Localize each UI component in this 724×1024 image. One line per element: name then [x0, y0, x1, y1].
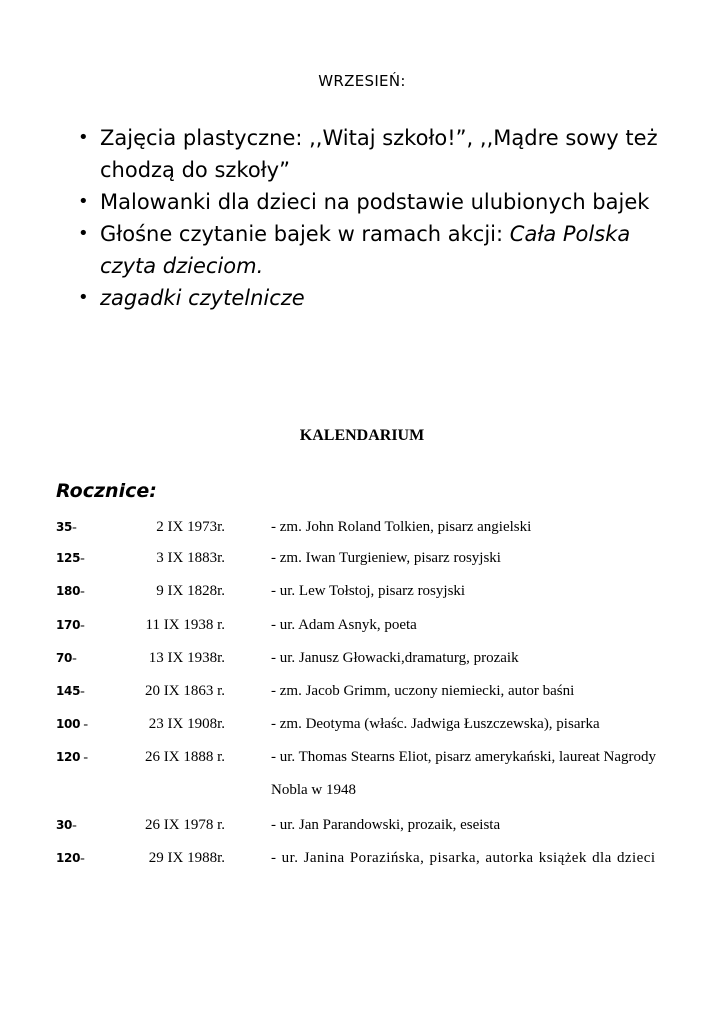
years-value: 120: [56, 750, 81, 764]
table-row: [0, 617, 724, 641]
years-count: [56, 584, 85, 600]
table-row: [0, 583, 724, 607]
calendar-heading: KALENDARIUM: [299, 427, 425, 444]
bullet-icon: •: [78, 287, 89, 308]
years-value: 125: [56, 551, 81, 565]
month-title: WRZESIEŃ:: [318, 72, 406, 90]
years-dash: -: [80, 851, 85, 866]
event-date: 2 IX 1973r.: [156, 519, 225, 535]
event-date: 3 IX 1883r.: [156, 550, 225, 566]
years-value: 180: [56, 584, 81, 598]
event-description: - ur. Thomas Stearns Eliot, pisarz amerykański, laureat Nagrody: [271, 749, 657, 765]
event-description: - ur. Janina Porazińska, pisarka, autorka książek dla dzieci: [271, 850, 656, 866]
anniversaries-heading: Rocznice:: [56, 480, 157, 502]
bullet-icon: •: [78, 191, 89, 212]
table-row: [0, 650, 724, 674]
list-item: [78, 122, 678, 186]
event-date: 13 IX 1938r.: [148, 650, 225, 666]
years-count: [56, 818, 76, 834]
years-dash: -: [80, 584, 85, 599]
event-description: - zm. John Roland Tolkien, pisarz angielski: [271, 519, 532, 535]
event-description: - ur. Jan Parandowski, prozaik, eseista: [271, 817, 501, 833]
activity-text-continued: chodzą do szkoły”: [100, 158, 290, 182]
years-dash: -: [72, 818, 77, 833]
event-date: 26 IX 1888 r.: [145, 749, 225, 765]
years-value: 35: [56, 520, 73, 534]
years-count: [56, 618, 85, 634]
activities-list: [78, 122, 678, 314]
table-row: [0, 817, 724, 841]
list-item: [78, 186, 678, 218]
table-row: [0, 550, 724, 574]
years-dash: -: [80, 717, 88, 732]
years-value: 120: [56, 851, 81, 865]
table-row: [0, 850, 724, 874]
years-dash: -: [80, 618, 85, 633]
event-date: 11 IX 1938 r.: [145, 617, 225, 633]
years-value: 30: [56, 818, 73, 832]
event-date: 29 IX 1988r.: [148, 850, 225, 866]
bullet-icon: •: [78, 223, 89, 244]
years-count: [56, 651, 76, 667]
years-dash: -: [72, 651, 77, 666]
years-value: 170: [56, 618, 81, 632]
activity-text: zagadki czytelnicze: [100, 286, 305, 310]
years-dash: -: [80, 684, 85, 699]
event-description: - zm. Iwan Turgieniew, pisarz rosyjski: [271, 550, 501, 566]
event-date: 23 IX 1908r.: [148, 716, 225, 732]
table-row: [0, 519, 724, 543]
table-row: [0, 716, 724, 740]
activity-text: Zajęcia plastyczne: ,,Witaj szkoło!”, ,,Mądre sowy też: [100, 126, 658, 150]
activity-text: Malowanki dla dzieci na podstawie ulubionych bajek: [100, 190, 650, 214]
years-dash: -: [80, 551, 85, 566]
table-row: [0, 683, 724, 707]
event-description: - zm. Deotyma (właśc. Jadwiga Łuszczewska), pisarka: [271, 716, 600, 732]
years-value: 100: [56, 717, 81, 731]
bullet-icon: •: [78, 127, 89, 148]
years-count: [56, 851, 85, 867]
years-value: 70: [56, 651, 73, 665]
event-description: - ur. Janusz Głowacki,dramaturg, prozaik: [271, 650, 519, 666]
event-description: - ur. Adam Asnyk, poeta: [271, 617, 417, 633]
event-date: 20 IX 1863 r.: [145, 683, 225, 699]
list-item: [78, 218, 678, 282]
years-count: [56, 551, 85, 567]
years-dash: -: [80, 750, 88, 765]
years-count: [56, 750, 88, 766]
event-date: 9 IX 1828r.: [156, 583, 225, 599]
activity-italic-title: Cała Polska: [509, 222, 631, 246]
event-description-continued: Nobla w 1948: [271, 782, 356, 798]
years-count: [56, 684, 85, 700]
years-count: [56, 717, 88, 733]
years-count: [56, 520, 76, 536]
activity-italic-title-continued: czyta dzieciom.: [100, 254, 264, 278]
event-description: - zm. Jacob Grimm, uczony niemiecki, autor baśni: [271, 683, 575, 699]
table-row: [0, 749, 724, 809]
years-value: 145: [56, 684, 81, 698]
years-dash: -: [72, 520, 77, 535]
event-date: 26 IX 1978 r.: [145, 817, 225, 833]
list-item: [78, 282, 678, 314]
activity-text: Głośne czytanie bajek w ramach akcji:: [100, 222, 510, 246]
event-description: - ur. Lew Tołstoj, pisarz rosyjski: [271, 583, 466, 599]
